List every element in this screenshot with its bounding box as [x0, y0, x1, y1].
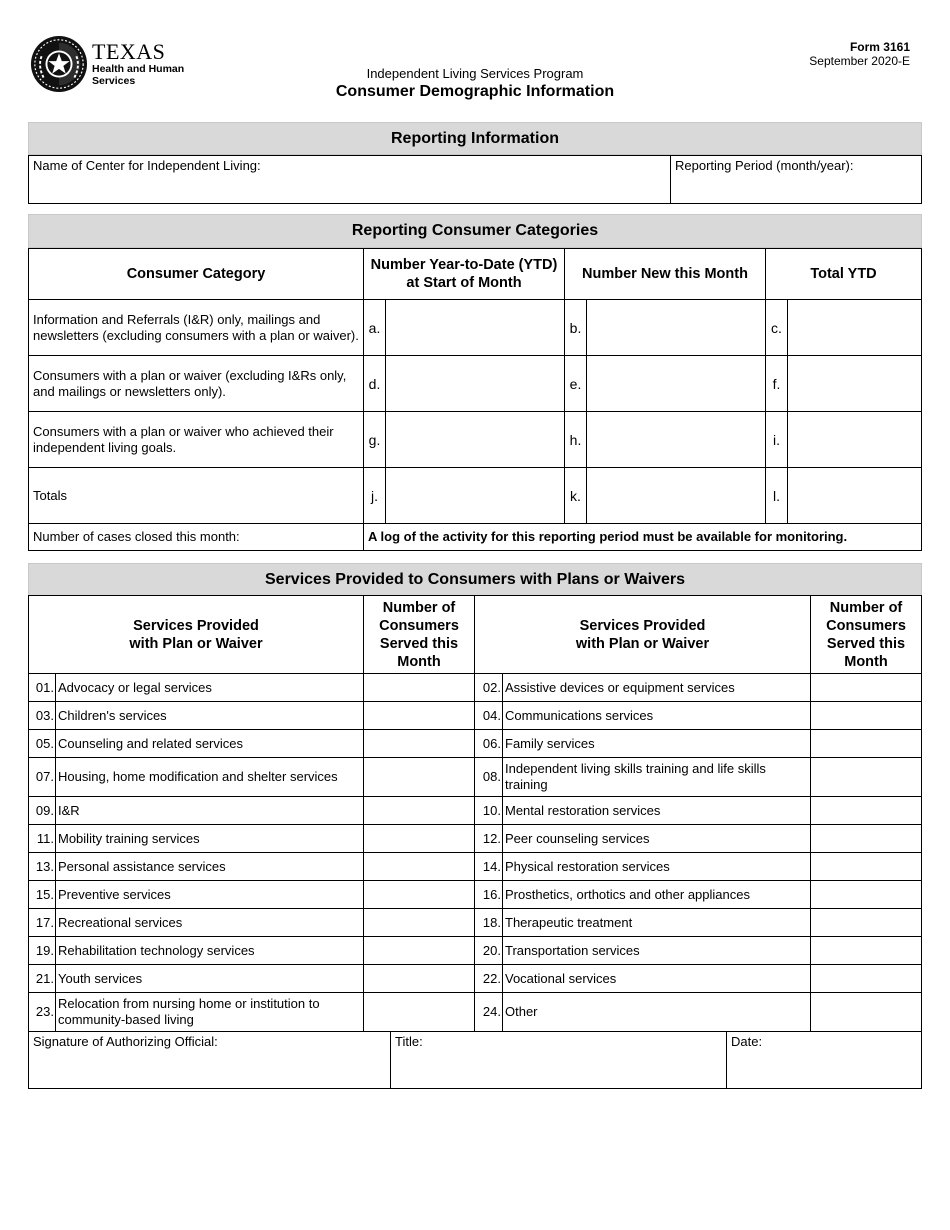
- consumers-served-input[interactable]: [810, 964, 922, 993]
- date-field[interactable]: [726, 1031, 922, 1089]
- category-label: Consumers with a plan or waiver (excluding I&Rs only, and mailings or newsletters only).: [28, 355, 364, 412]
- center-name-label: Name of Center for Independent Living:: [33, 158, 261, 173]
- consumers-served-input[interactable]: [363, 992, 475, 1032]
- form-revision: September 2020-E: [809, 54, 910, 68]
- ytd-start-input-j[interactable]: [385, 467, 565, 524]
- service-number: 10.: [474, 796, 503, 825]
- title-field[interactable]: [390, 1031, 727, 1089]
- service-number: 01.: [28, 673, 56, 702]
- ytd-start-input-g[interactable]: [385, 411, 565, 468]
- service-number: 15.: [28, 880, 56, 909]
- service-label: Children's services: [55, 701, 364, 730]
- form-identifier: [809, 40, 910, 68]
- field-letter: k.: [564, 467, 587, 524]
- service-number: 09.: [28, 796, 56, 825]
- service-label: Therapeutic treatment: [502, 908, 811, 937]
- total-ytd-input-i[interactable]: [787, 411, 922, 468]
- service-number: 05.: [28, 729, 56, 758]
- service-number: 24.: [474, 992, 503, 1032]
- total-ytd-input-l[interactable]: [787, 467, 922, 524]
- consumers-served-input[interactable]: [363, 673, 475, 702]
- logo-line-3: Services: [92, 75, 136, 87]
- signature-label: Signature of Authorizing Official:: [33, 1034, 218, 1049]
- col-header-line: Services Provided: [133, 617, 259, 634]
- service-label: Youth services: [55, 964, 364, 993]
- category-label: Information and Referrals (I&R) only, mailings and newsletters (excluding consumers with a plan or waiver).: [28, 299, 364, 356]
- col-header-consumer-category: Consumer Category: [28, 248, 364, 300]
- new-month-input-h[interactable]: [586, 411, 766, 468]
- service-label: Communications services: [502, 701, 811, 730]
- col-header-count-right: Number of Consumers Served this Month: [810, 595, 922, 674]
- service-label: Peer counseling services: [502, 824, 811, 853]
- new-month-input-e[interactable]: [586, 355, 766, 412]
- service-number: 02.: [474, 673, 503, 702]
- field-letter: a.: [363, 299, 386, 356]
- col-header-total-ytd: Total YTD: [765, 248, 922, 300]
- service-number: 06.: [474, 729, 503, 758]
- new-month-input-b[interactable]: [586, 299, 766, 356]
- logo-line-2: Health and Human: [92, 63, 185, 75]
- log-notice: A log of the activity for this reporting period must be available for monitoring.: [363, 523, 922, 551]
- consumers-served-input[interactable]: [363, 729, 475, 758]
- service-label: Mobility training services: [55, 824, 364, 853]
- consumers-served-input[interactable]: [363, 796, 475, 825]
- consumers-served-input[interactable]: [810, 757, 922, 797]
- consumers-served-input[interactable]: [810, 824, 922, 853]
- total-ytd-input-c[interactable]: [787, 299, 922, 356]
- service-number: 07.: [28, 757, 56, 797]
- col-header-count-left: Number of Consumers Served this Month: [363, 595, 475, 674]
- service-label: Other: [502, 992, 811, 1032]
- field-letter: c.: [765, 299, 788, 356]
- service-number: 20.: [474, 936, 503, 965]
- title-label: Title:: [395, 1034, 423, 1049]
- service-label: Mental restoration services: [502, 796, 811, 825]
- service-number: 18.: [474, 908, 503, 937]
- new-month-input-k[interactable]: [586, 467, 766, 524]
- col-header-services-right: [474, 595, 811, 674]
- consumers-served-input[interactable]: [363, 757, 475, 797]
- service-label: Assistive devices or equipment services: [502, 673, 811, 702]
- service-label: Rehabilitation technology services: [55, 936, 364, 965]
- date-label: Date:: [731, 1034, 763, 1049]
- category-label: Consumers with a plan or waiver who achieved their independent living goals.: [28, 411, 364, 468]
- service-number: 14.: [474, 852, 503, 881]
- consumers-served-input[interactable]: [810, 729, 922, 758]
- service-label: Counseling and related services: [55, 729, 364, 758]
- field-letter: f.: [765, 355, 788, 412]
- consumers-served-input[interactable]: [810, 908, 922, 937]
- service-label: I&R: [55, 796, 364, 825]
- field-letter: h.: [564, 411, 587, 468]
- totals-label: Totals: [28, 467, 364, 524]
- col-header-new-this-month: Number New this Month: [564, 248, 766, 300]
- signature-field[interactable]: [28, 1031, 391, 1089]
- service-number: 11.: [28, 824, 56, 853]
- field-letter: g.: [363, 411, 386, 468]
- page-title: Consumer Demographic Information: [335, 83, 615, 100]
- consumers-served-input[interactable]: [810, 852, 922, 881]
- ytd-start-input-d[interactable]: [385, 355, 565, 412]
- col-header-ytd-start: Number Year-to-Date (YTD) at Start of Month: [363, 248, 565, 300]
- center-name-field[interactable]: [28, 155, 671, 204]
- consumers-served-input[interactable]: [810, 796, 922, 825]
- service-label: Housing, home modification and shelter services: [55, 757, 364, 797]
- reporting-info-header: Reporting Information: [28, 122, 922, 155]
- reporting-period-field[interactable]: [670, 155, 922, 204]
- consumers-served-input[interactable]: [810, 992, 922, 1032]
- service-number: 23.: [28, 992, 56, 1032]
- col-header-services-left: [28, 595, 364, 674]
- consumers-served-input[interactable]: [810, 936, 922, 965]
- service-number: 22.: [474, 964, 503, 993]
- logo-texas: TEXAS: [92, 39, 166, 64]
- service-label: Transportation services: [502, 936, 811, 965]
- consumers-served-input[interactable]: [363, 936, 475, 965]
- field-letter: i.: [765, 411, 788, 468]
- consumers-served-input[interactable]: [810, 880, 922, 909]
- service-label: Independent living skills training and life skills training: [502, 757, 811, 797]
- consumers-served-input[interactable]: [363, 824, 475, 853]
- consumer-categories-header: Reporting Consumer Categories: [28, 214, 922, 248]
- consumers-served-input[interactable]: [363, 964, 475, 993]
- service-label: Physical restoration services: [502, 852, 811, 881]
- service-number: 13.: [28, 852, 56, 881]
- consumers-served-input[interactable]: [810, 701, 922, 730]
- service-label: Vocational services: [502, 964, 811, 993]
- service-number: 21.: [28, 964, 56, 993]
- col-header-line: Services Provided: [579, 617, 706, 634]
- cases-closed-field[interactable]: [28, 523, 364, 551]
- services-header: Services Provided to Consumers with Plans or Waivers: [28, 563, 922, 596]
- service-number: 16.: [474, 880, 503, 909]
- service-label: Personal assistance services: [55, 852, 364, 881]
- consumers-served-input[interactable]: [363, 852, 475, 881]
- col-header-line: with Plan or Waiver: [129, 635, 263, 652]
- service-number: 03.: [28, 701, 56, 730]
- consumers-served-input[interactable]: [363, 880, 475, 909]
- ytd-start-input-a[interactable]: [385, 299, 565, 356]
- field-letter: j.: [363, 467, 386, 524]
- service-label: Prosthetics, orthotics and other appliances: [502, 880, 811, 909]
- service-number: 19.: [28, 936, 56, 965]
- field-letter: e.: [564, 355, 587, 412]
- service-label: Preventive services: [55, 880, 364, 909]
- service-number: 12.: [474, 824, 503, 853]
- consumers-served-input[interactable]: [363, 701, 475, 730]
- consumers-served-input[interactable]: [810, 673, 922, 702]
- consumers-served-input[interactable]: [363, 908, 475, 937]
- service-label: Family services: [502, 729, 811, 758]
- service-label: Advocacy or legal services: [55, 673, 364, 702]
- field-letter: b.: [564, 299, 587, 356]
- cases-closed-label: Number of cases closed this month:: [33, 529, 240, 544]
- service-label: Relocation from nursing home or institution to community-based living: [55, 992, 364, 1032]
- col-header-line: with Plan or Waiver: [575, 635, 710, 652]
- field-letter: d.: [363, 355, 386, 412]
- service-label: Recreational services: [55, 908, 364, 937]
- title-block: [0, 66, 950, 102]
- service-number: 17.: [28, 908, 56, 937]
- field-letter: l.: [765, 467, 788, 524]
- reporting-period-label: Reporting Period (month/year):: [675, 158, 854, 173]
- program-name: Independent Living Services Program: [366, 66, 584, 81]
- service-number: 08.: [474, 757, 503, 797]
- total-ytd-input-f[interactable]: [787, 355, 922, 412]
- form-number: Form 3161: [849, 40, 910, 54]
- service-number: 04.: [474, 701, 503, 730]
